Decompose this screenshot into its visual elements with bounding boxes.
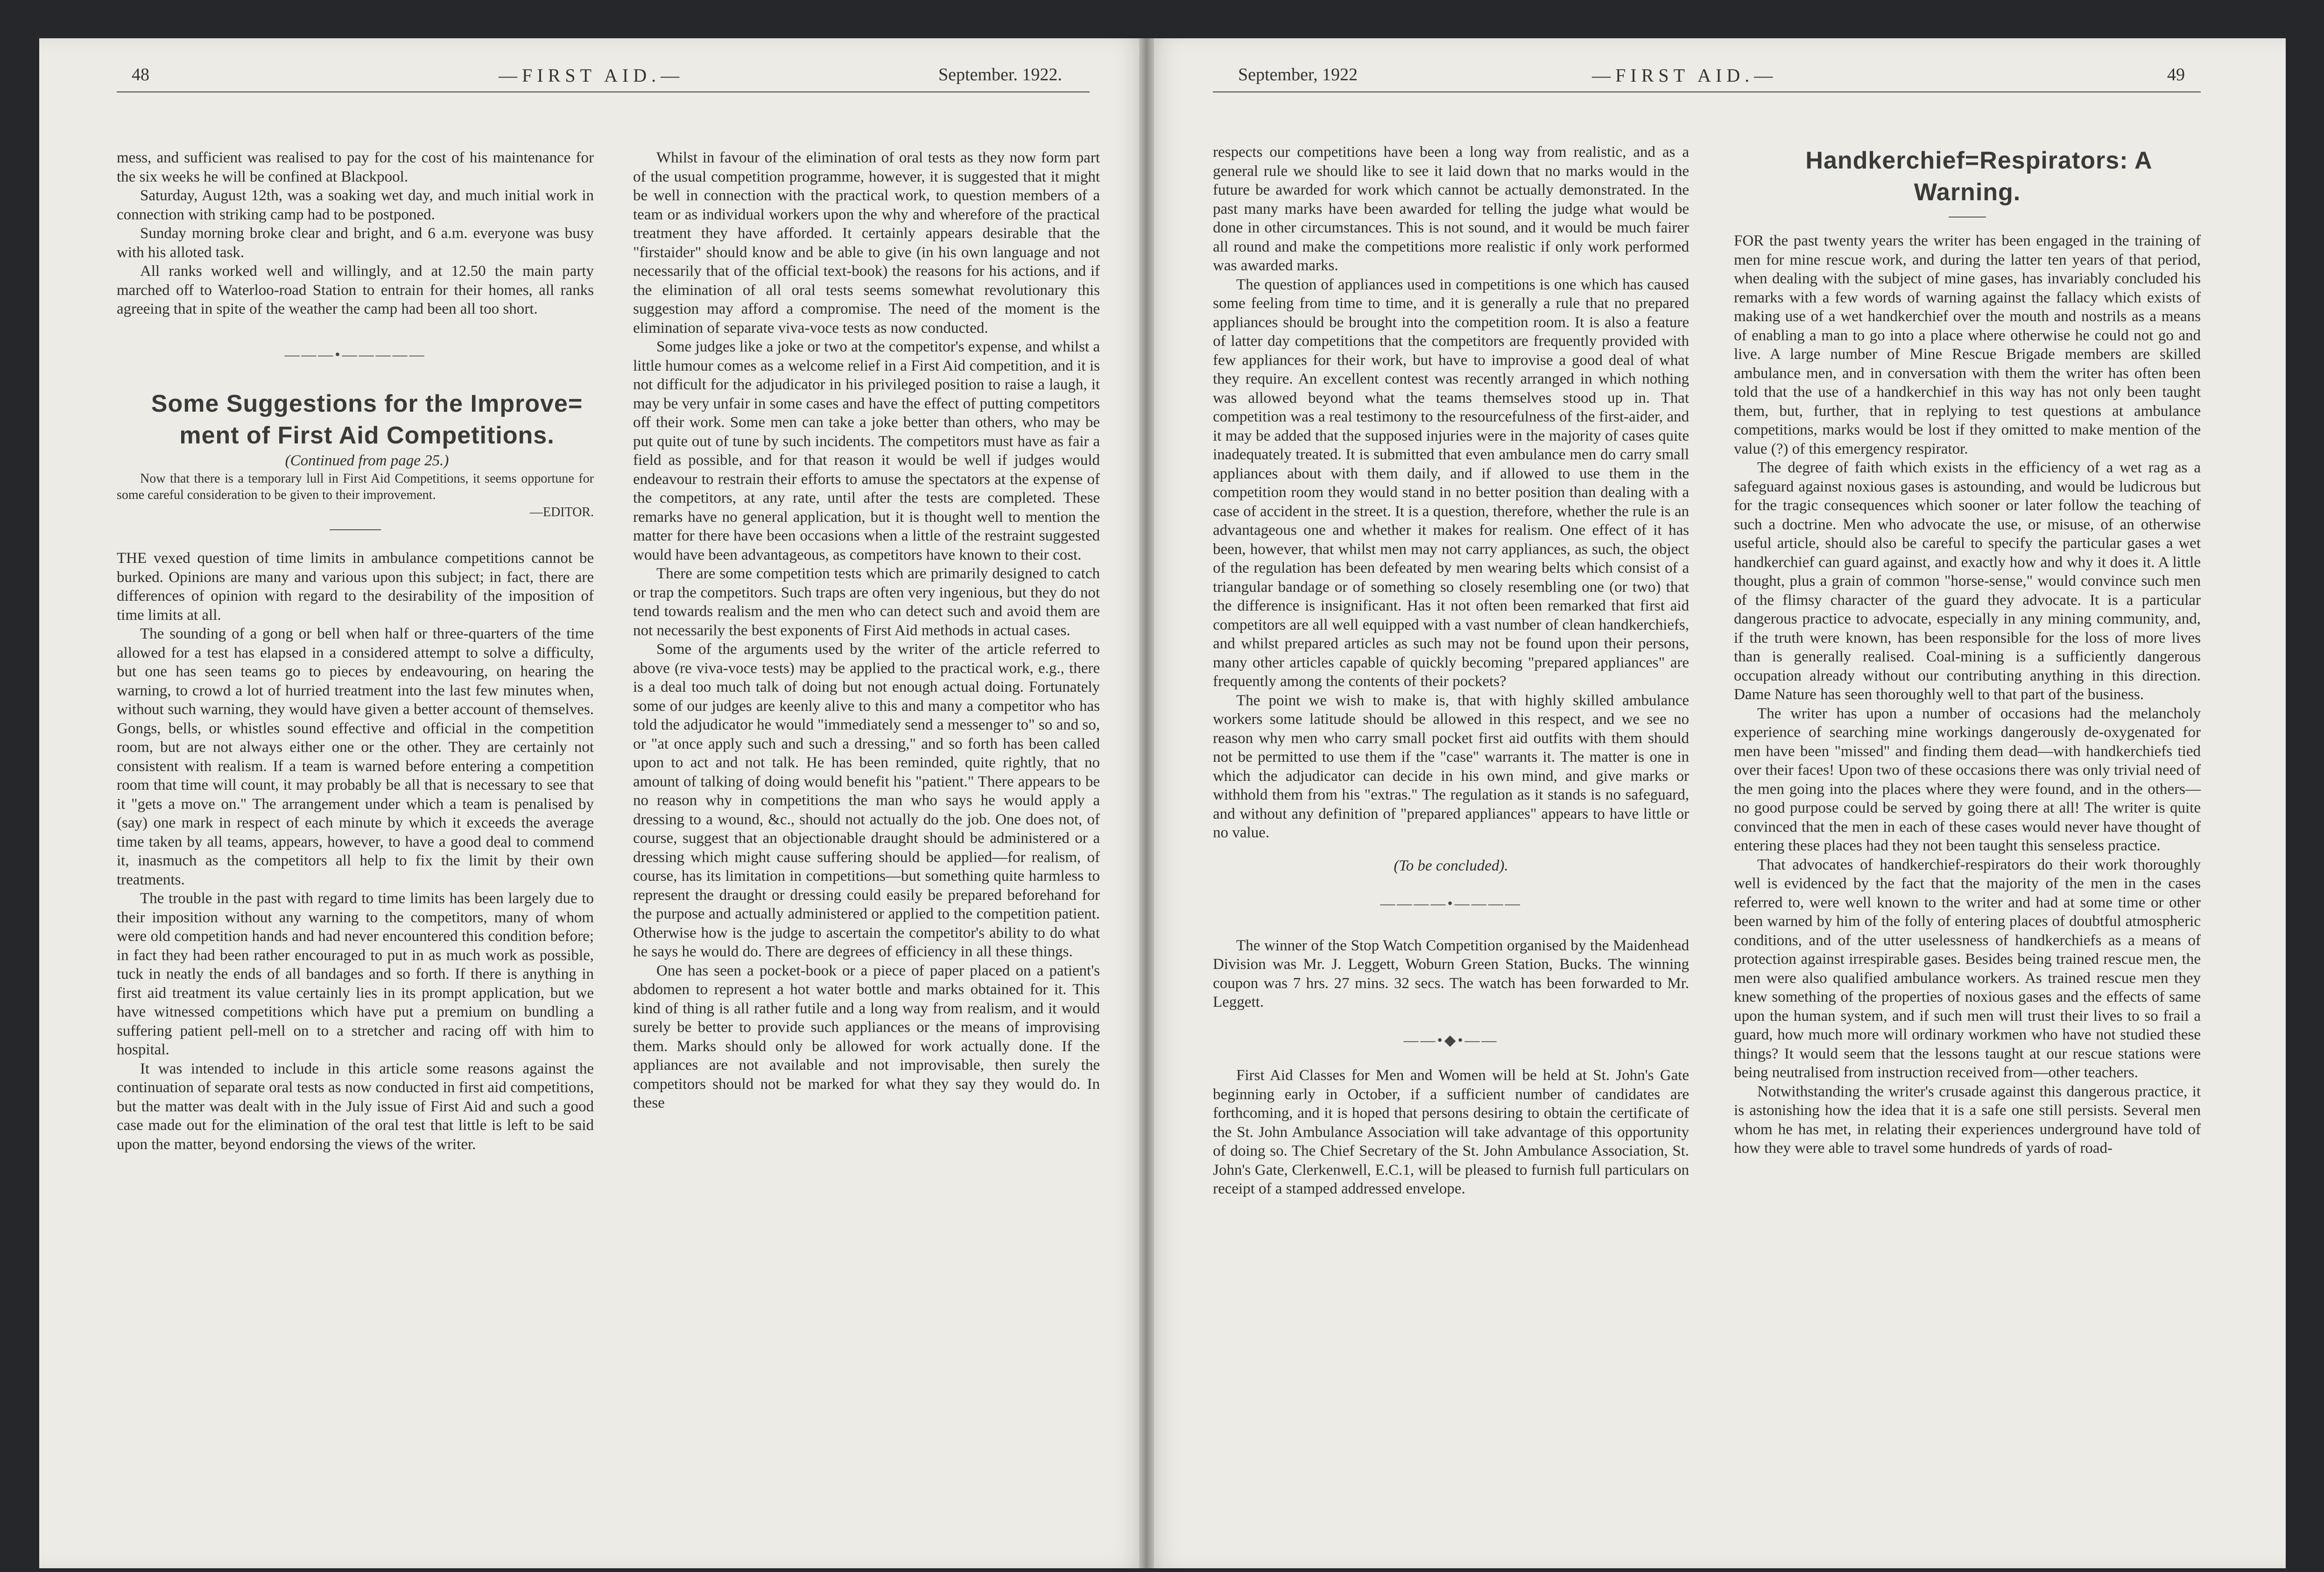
running-title: —FIRST AID.—	[1592, 65, 1778, 86]
paragraph: The sounding of a gong or bell when half or three-quarters of the time allowed for a test has elapsed in a considered attempt to solve a difficulty, but one has seen teams go to pieces by endeavouring, on hearing the warning, to crowd a lot of hurried treatment into the last few minutes when, without such warning, they would have given a better account of themselves. Gongs, bells, or whistles sound effective and official in the competition room, but are not always either one or the other. They are certainly not consistent with realism. If a team is warned before entering a competition room that time will count, it may probably be all that is necessary to see that it "gets a move on." The arrangement under which a team is penalised by (say) one mark in respect of each minute by which it exceeds the average time taken by all teams, appears, however, to have a good deal to commend it, inasmuch as the competitors all help to fix the limit by their own treatments.	[117, 625, 594, 888]
paragraph: The question of appliances used in competitions is one which has caused some feeling from time to time, and it is generally a rule that no prepared appliances should be brought into the competition room. It is also a feature of latter day competitions that the competitors are frequently provided with few appliances for their work, but have to improvise a good deal of what they require. An excellent contest was recently arranged in which nothing was allowed beyond what the teams themselves stood up in. That competition was a real testimony to the resourcefulness of the first-aider, and it may be added that the supposed injuries were in the majority of cases quite inadequately treated. It is submitted that even ambulance men do carry small appliances about with them daily, and if allowed to use them in the competition room they would stand in no better position than dealing with a case of accident in the street. It is a question, therefore, whether the rule is an advantageous one and whether it makes for realism. One effect of it has been, however, that whilst men may not carry appliances, as such, the object of the regulation has been defeated by men wearing belts which consist of a triangular bandage or of something so closely resembling one (or two) that the difference is insignificant. Has it not often been remarked that first aid competitors are all well equipped with a vast number of clean handkerchiefs, and whilst prepared articles as such may not be found upon their persons, many other articles capable of quickly becoming "prepared appliances" are frequently among the contents of their pockets?	[1213, 276, 1689, 690]
left-column-1	[117, 148, 594, 1154]
section-ornament: ————•————	[1380, 895, 1522, 912]
divider	[1949, 217, 1986, 218]
section-ornament: ——•◆•——	[1403, 1031, 1499, 1048]
paragraph: One has seen a pocket-book or a piece of paper placed on a patient's abdomen to represent a hot water bottle and marks obtained for it. This kind of thing is all rather futile and a long way from realism, and it would surely be better to provide such appliances or the means of improvising them. Marks should only be allowed for work actually done. If the appliances are not available and not improvisable, then surely the competitors should not be marked for what they say they would do. In these	[633, 962, 1100, 1111]
header-rule	[1213, 91, 2201, 92]
page-number: 48	[132, 65, 149, 84]
section-ornament: ———•—————	[284, 345, 426, 363]
paragraph: The degree of faith which exists in the efficiency of a wet rag as a safeguard against noxious gases is astounding, and would be ludicrous but for the tragic consequences which sooner or later follow the teaching of such a doctrine. Men who advocate the use, or misuse, of an otherwise useful article, should also be careful to specify the particular gases a wet handkerchief can guard against, and exactly how and why it does it. A little thought, plus a grain of common "horse-sense," would convince such men of the flimsy character of the guard they advocate. It is a particular dangerous practice to advocate, especially in any mining community, and, if the truth were known, has been responsible for the loss of more lives than is generally realised. Coal-mining is a sufficiently dangerous occupation already without our contributing anything in this direction. Dame Nature has seen thoroughly well to that part of the business.	[1734, 459, 2201, 703]
page-number: 49	[2167, 65, 2185, 84]
left-column-2	[633, 148, 1100, 1113]
editor-signature: —EDITOR.	[529, 505, 594, 519]
book-gutter	[1139, 38, 1154, 1568]
continued-note: (Continued from page 25.)	[285, 452, 449, 469]
article-title: ment of First Aid Competitions.	[179, 422, 555, 449]
paragraph: Whilst in favour of the elimination of oral tests as they now form part of the usual competition programme, however, it is suggested that it might be well in connection with the practical work, to question members of a team or as individual workers upon the why and wherefore of the practical treatment they have afforded. It certainly appears desirable that the "firstaider" should know and be able to give (in his own language and not necessarily that of the official text-book) the reasons for his actions, and if the elimination of all oral tests seems somewhat revolutionary this suggestion may afford a compromise. The need of the moment is the elimination of separate viva-voce tests as now conducted.	[633, 149, 1100, 337]
paragraph: Saturday, August 12th, was a soaking wet day, and much initial work in connection with striking camp had to be postponed.	[117, 187, 594, 223]
header-rule	[117, 91, 1090, 92]
to-be-concluded: (To be concluded).	[1394, 857, 1508, 874]
paragraph: The writer has upon a number of occasions had the melancholy experience of searching mine workings dangerously de-oxygenated for men have been "missed" and finding them dead—with handkerchiefs tied over their faces! Upon two of these occasions there was only trivial need of the men going into the places where they were found, and in the others—no good purpose could be served by going there at all! The writer is quite convinced that the men in each of these cases would never have thought of entering these places had they not been taught this senseless practice.	[1734, 705, 2201, 854]
paragraph: First Aid Classes for Men and Women will be held at St. John's Gate beginning early in October, if a sufficient number of candidates are forthcoming, and it is hoped that persons desiring to obtain the certificate of the St. John Ambulance Association will take advantage of this opportunity of doing so. The Chief Secretary of the St. John Ambulance Association, St. John's Gate, Clerkenwell, E.C.1, will be pleased to furnish full particulars on receipt of a stamped addressed envelope.	[1213, 1067, 1689, 1197]
paragraph: Some of the arguments used by the writer of the article referred to above (re viva-voce tests) may be applied to the practical work, e.g., there is a deal too much talk of doing but not enough actual doing. Fortunately some of our judges are keenly alive to this and many a competitor who has told the adjudicator he would "immediately send a messenger to" so and so, or "at once apply such and such a dressing," and so forth has been called upon to act and not talk. He has been reminded, quite rightly, that no amount of talking of doing would benefit his "patient." There appears to be no reason why in competitions the man who says he would apply a dressing to a wound, &c., should not actually do the job. One does not, of course, suggest that an objectionable draught should be administered or a dressing which might cause suffering should be applied—for realism, of course, has its limitation in competitions—but something quite harmless to represent the draught or dressing could easily be prepared beforehand for the purpose and actually administered or applied to the competition patient. Otherwise how is the judge to ascertain the competitor's ability to do what he says he would do. There are degrees of efficiency in all these things.	[633, 641, 1100, 960]
running-title: —FIRST AID.—	[499, 65, 684, 86]
editor-note: Now that there is a temporary lull in First Aid Competitions, it seems opportune for some careful consideration to be given to their improvement.	[117, 471, 594, 502]
paragraph: FOR the past twenty years the writer has been engaged in the training of men for mine rescue work, and during the latter ten years of that period, when dealing with the subject of mine gases, has invariably concluded his remarks with a few words of warning against the fallacy which exists of making use of a wet handkerchief over the mouth and nostrils as a means of enabling a man to go into a place where otherwise he could not go and live. A large number of Mine Rescue Brigade members are skilled ambulance men, and in conversation with them the writer has often been told that the use of a handkerchief in this way has not only been taught them, but, further, that in replying to test questions at ambulance competitions, marks would be lost if they omitted to make mention of the value (?) of this emergency respirator.	[1734, 232, 2201, 457]
paragraph: All ranks worked well and willingly, and at 12.50 the main party marched off to Waterloo-road Station to entrain for their homes, all ranks agreeing that in spite of the weather the camp had been all too short.	[117, 263, 594, 317]
article-title: Handkerchief=Respirators: A Warning.	[1805, 147, 2153, 206]
page-date: September. 1922.	[938, 65, 1062, 84]
right-page-header	[1139, 64, 2286, 92]
paragraph: respects our competitions have been a long way from realistic, and as a general rule we should like to see it laid down that no marks would in the future be awarded for work which cannot be actually demonstrated. In the past many marks have been awarded for telling the judge what would be done in other circumstances. This is not sound, and it would be much fairer all round and make the competitions more realistic if only work performed was awarded marks.	[1213, 144, 1689, 274]
right-column-2	[1734, 145, 2201, 1158]
paragraph: There are some competition tests which are primarily designed to catch or trap the competitors. Such traps are often very ingenious, but they do not tend towards realism and the men who can detect such and avoid them are not necessarily the best exponents of First Aid methods in actual cases.	[633, 565, 1100, 639]
paragraph: Some judges like a joke or two at the competitor's expense, and whilst a little humour comes as a welcome relief in a First Aid competition, and it is not difficult for the adjudicator in his privileged position to raise a laugh, it may be very unfair in some cases and have the effect of putting competitors off their work. Some men can take a joke better than others, who may be put quite out of tune by such incidents. The competitors must have as fair a field as possible, and for that reason it would be well if judges would endeavour to restrain their efforts to amuse the spectators at the expense of the competitors, at any rate, until after the tests are completed. These remarks have no general application, but it is thought well to mention the matter for there have been occasions when a little of the restraint suggested would have been advantageous, as competitors have known to their cost.	[633, 338, 1100, 563]
paragraph: The trouble in the past with regard to time limits has been largely due to their imposition without any warning to the competitors, many of whom were old competition hands and had never encountered this condition before; in fact they had been rather encouraged to put in as much work as possible, tuck in neatly the ends of all bandages and so forth. If there is anything in first aid treatment its value certainly lies in its prompt application, but we have witnessed competitions which have put a premium on bundling a suffering patient pell-mell on to a stretcher and racing off with him to hospital.	[117, 890, 594, 1058]
paragraph: Sunday morning broke clear and bright, and 6 a.m. everyone was busy with his alloted task.	[117, 225, 594, 261]
paragraph: Notwithstanding the writer's crusade against this dangerous practice, it is astonishing how the idea that it is a safe one still persists. Several men whom he has met, in relating their experiences underground have told of how they were able to travel some hundreds of yards of road-	[1734, 1083, 2201, 1157]
paragraph: THE vexed question of time limits in ambulance competitions cannot be burked. Opinions are many and various upon this subject; in fact, there are differences of opinion with regard to the desirability of the imposition of time limits at all.	[117, 550, 594, 624]
paragraph: That advocates of handkerchief-respirators do their work thoroughly well is evidenced by the fact that the majority of the men in the cases referred to, were well known to the writer and had at some time or other been warned by him of the folly of entering places of doubtful atmospheric conditions, and of the utter uselessness of handkerchiefs as a means of protection against irrespirable gases. Besides being trained rescue men, the men were also qualified ambulance workers. As trained rescue men they knew something of the properties of noxious gases and the effects of same upon the human system, and if such men will trust their lives to so frail a guard, how much more will ordinary workmen who have not studied these things? It would seem that the lessons taught at our rescue stations were being neutralised from instruction received from—other teachers.	[1734, 856, 2201, 1081]
paragraph: It was intended to include in this article some reasons against the continuation of separate oral tests as now conducted in first aid competitions, but the matter was dealt with in the July issue of First Aid and such a good case made out for the elimination of the oral test that little is left to be said upon the matter, beyond endorsing the views of the writer.	[117, 1060, 594, 1153]
page-date: September, 1922	[1238, 65, 1358, 84]
paragraph: mess, and sufficient was realised to pay for the cost of his maintenance for the six weeks he will be confined at Blackpool.	[117, 149, 594, 185]
right-column-1	[1213, 143, 1689, 1199]
article-title: Some Suggestions for the Improve=	[151, 390, 583, 417]
paragraph: The winner of the Stop Watch Competition organised by the Maidenhead Division was Mr. J. Leggett, Woburn Green Station, Bucks. The winning coupon was 7 hrs. 27 mins. 32 secs. The watch has been forwarded to Mr. Leggett.	[1213, 937, 1689, 1011]
divider	[330, 529, 381, 530]
left-page-header	[0, 64, 1139, 92]
paragraph: The point we wish to make is, that with highly skilled ambulance workers some latitude should be allowed in this respect, and we see no reason why men who carry small pocket first aid outfits with them should not be permitted to use them if the "case" warrants it. The matter is one in which the adjudicator can decide in his own mind, and give marks or withhold them from his "extras." The regulation as it stands is no safeguard, and without any definition of "prepared appliances" appears to have little or no value.	[1213, 692, 1689, 841]
